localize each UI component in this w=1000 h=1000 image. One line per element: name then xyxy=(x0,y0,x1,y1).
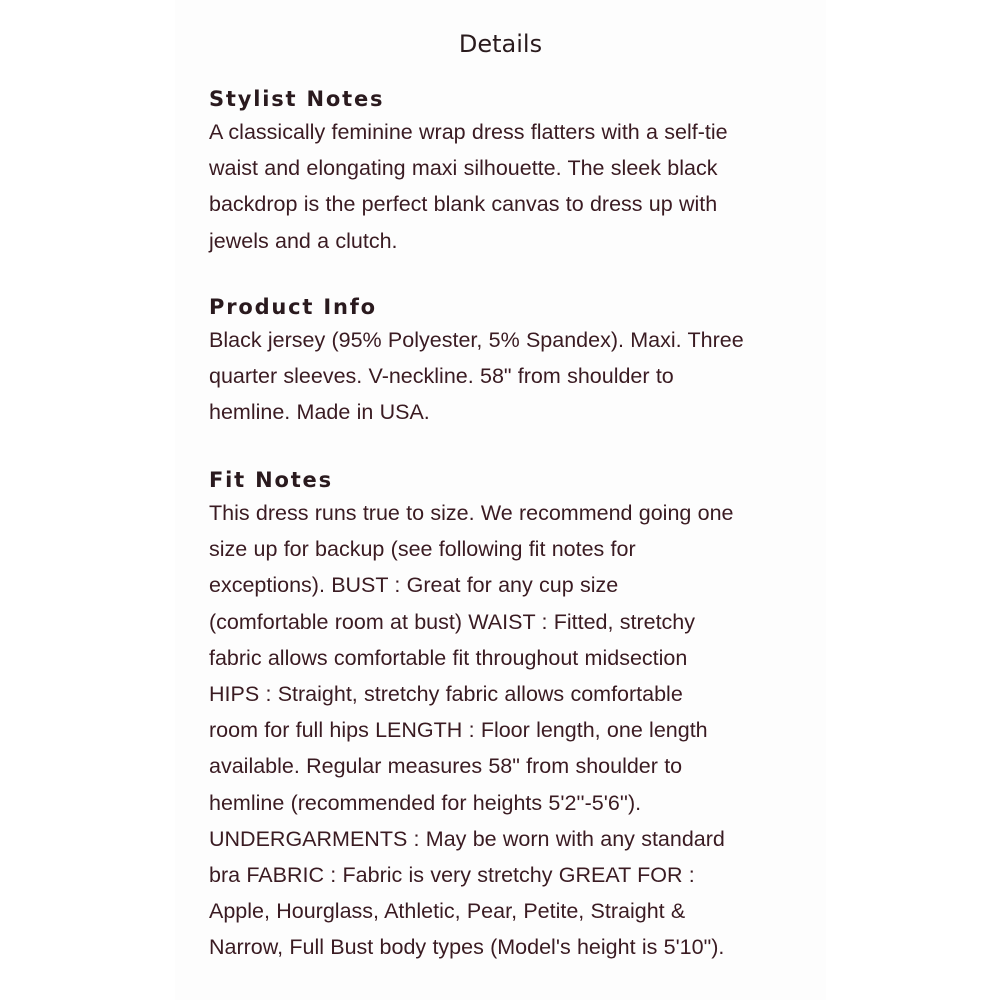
fit-line: exceptions). BUST : Great for any cup size xyxy=(209,573,619,598)
stylist-line: backdrop is the perfect blank canvas to dress up with xyxy=(209,192,718,217)
details-card xyxy=(175,0,826,1000)
stylist-line: waist and elongating maxi silhouette. The sleek black xyxy=(209,156,718,181)
fit-notes-heading: Fit Notes xyxy=(209,468,333,492)
fit-line: bra FABRIC : Fabric is very stretchy GREAT FOR : xyxy=(209,863,695,888)
stylist-notes-heading: Stylist Notes xyxy=(209,87,385,111)
product-line: quarter sleeves. V-neckline. 58" from shoulder to xyxy=(209,364,674,389)
product-info-section xyxy=(209,292,809,431)
product-line: hemline. Made in USA. xyxy=(209,400,430,425)
fit-line: available. Regular measures 58" from shoulder to xyxy=(209,754,683,779)
product-info-text xyxy=(209,322,809,431)
fit-line: Narrow, Full Bust body types (Model's height is 5'10"). xyxy=(209,935,725,960)
fit-line: size up for backup (see following fit notes for xyxy=(209,537,636,562)
fit-line: HIPS : Straight, stretchy fabric allows comfortable xyxy=(209,682,683,707)
fit-line: room for full hips LENGTH : Floor length, one length xyxy=(209,718,708,743)
fit-line: This dress runs true to size. We recommend going one xyxy=(209,501,734,525)
stylist-line: jewels and a clutch. xyxy=(209,228,398,253)
stylist-line: A classically feminine wrap dress flatters with a self-tie xyxy=(209,120,728,144)
stylist-notes-text xyxy=(209,114,809,259)
right-margin xyxy=(825,0,1000,1000)
fit-line: Apple, Hourglass, Athletic, Pear, Petite, Straight & xyxy=(209,899,686,924)
stylist-notes-section xyxy=(209,84,809,259)
fit-line: UNDERGARMENTS : May be worn with any standard xyxy=(209,826,725,851)
fit-notes-section xyxy=(209,465,809,966)
page-title: Details xyxy=(458,30,543,58)
fit-line: (comfortable room at bust) WAIST : Fitted, stretchy xyxy=(209,609,695,634)
product-line: Black jersey (95% Polyester, 5% Spandex). Maxi. Three xyxy=(209,328,744,352)
fit-line: fabric allows comfortable fit throughout midsection xyxy=(209,645,688,670)
fit-notes-text xyxy=(209,495,809,966)
product-info-heading: Product Info xyxy=(209,295,377,319)
left-margin xyxy=(0,0,175,1000)
fit-line: hemline (recommended for heights 5'2''-5'6''). xyxy=(209,790,642,815)
